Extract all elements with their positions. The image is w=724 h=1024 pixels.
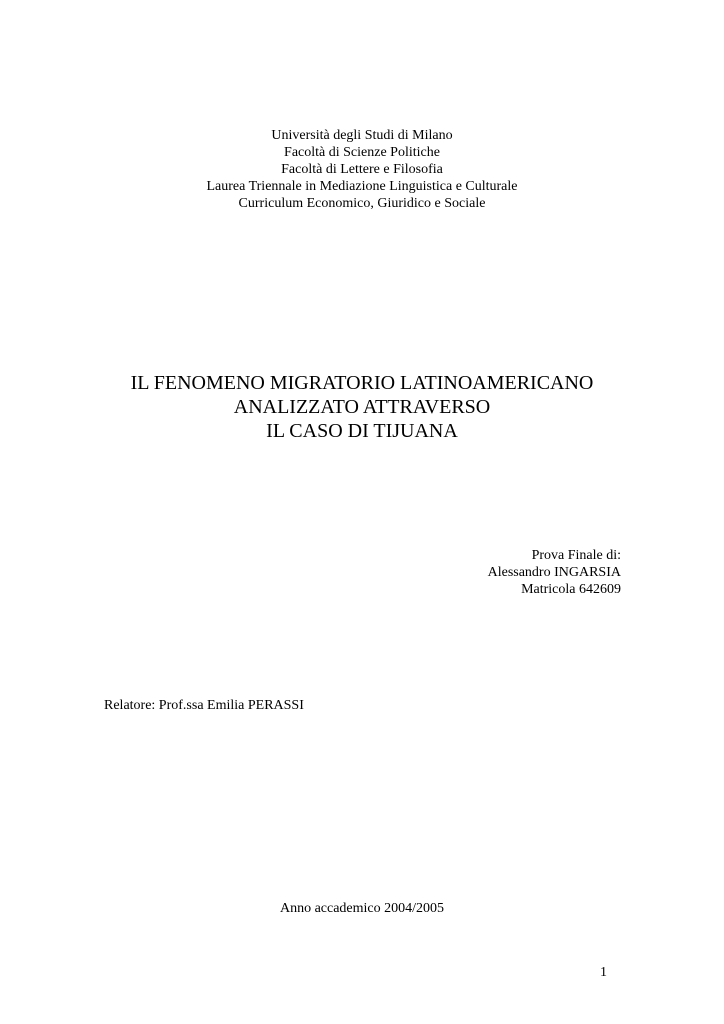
author-label: Prova Finale di: xyxy=(531,548,621,563)
faculty-political-sciences: Facoltà di Scienze Politiche xyxy=(284,145,440,160)
thesis-title-line-3: IL CASO DI TIJUANA xyxy=(266,420,458,442)
supervisor: Relatore: Prof.ssa Emilia PERASSI xyxy=(104,698,304,713)
institution-header xyxy=(0,127,724,212)
degree-course: Laurea Triennale in Mediazione Linguistica e Culturale xyxy=(206,179,518,194)
thesis-title xyxy=(0,371,724,443)
curriculum: Curriculum Economico, Giuridico e Sociale xyxy=(238,196,486,211)
thesis-title-line-2: ANALIZZATO ATTRAVERSO xyxy=(233,396,491,418)
author-matricola: Matricola 642609 xyxy=(521,582,621,597)
university-name: Università degli Studi di Milano xyxy=(271,128,453,143)
thesis-title-line-1: IL FENOMENO MIGRATORIO LATINOAMERICANO xyxy=(130,372,594,394)
page-number: 1 xyxy=(600,965,607,980)
academic-year: Anno accademico 2004/2005 xyxy=(279,901,445,916)
faculty-letters-philosophy: Facoltà di Lettere e Filosofia xyxy=(281,162,443,177)
author-block xyxy=(488,547,621,598)
author-name: Alessandro INGARSIA xyxy=(487,565,621,580)
